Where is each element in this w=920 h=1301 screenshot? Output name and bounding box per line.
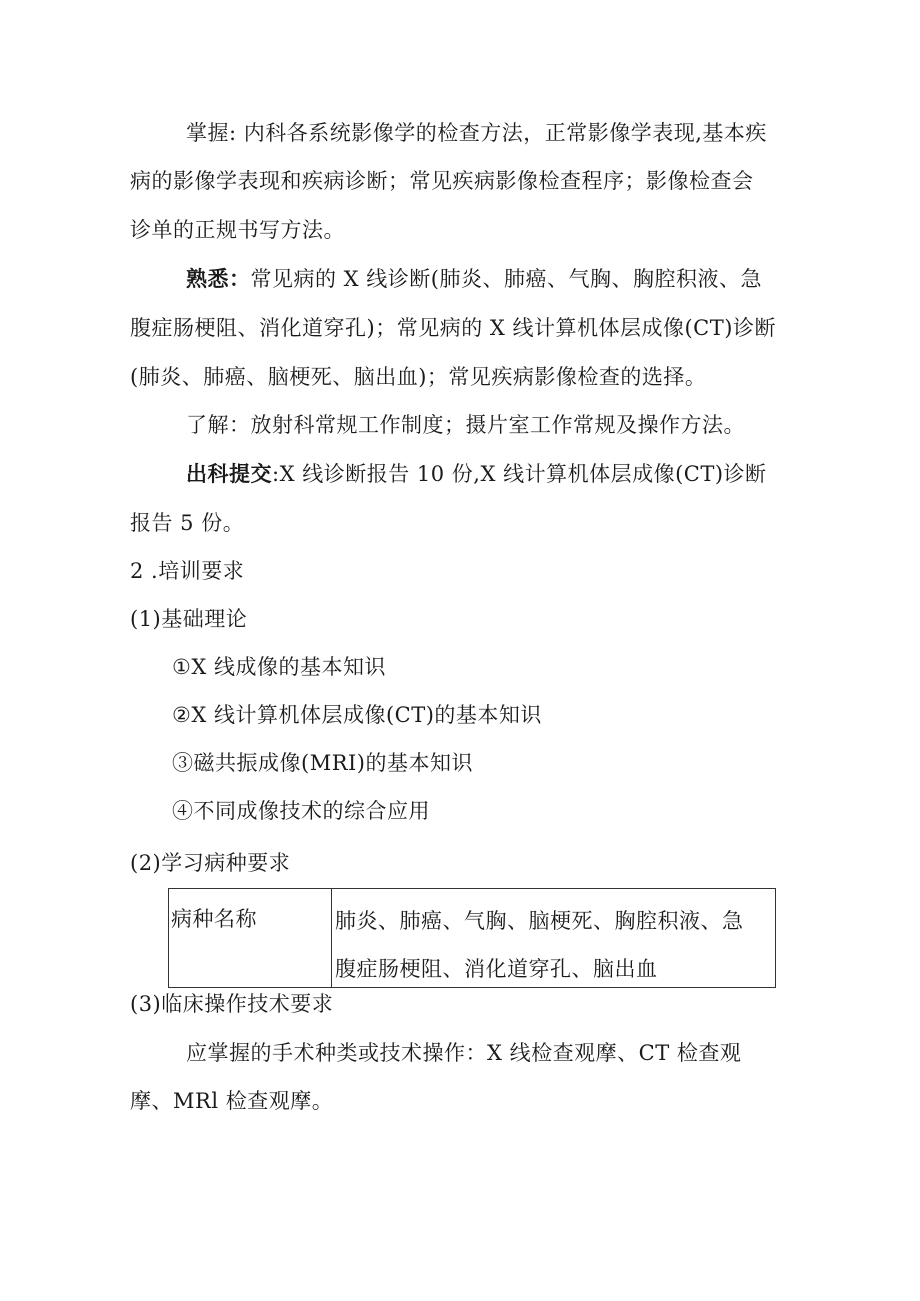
table-row — [169, 889, 776, 988]
theory-item-3: ③磁共振成像(MRI)的基本知识 — [172, 751, 473, 775]
master-line-2: 病的影像学表现和疾病诊断；常见疾病影像检查程序；影像检查会 — [130, 169, 754, 193]
clinical-heading: (3)临床操作技术要求 — [130, 992, 334, 1016]
master-line-3: 诊单的正规书写方法。 — [130, 218, 345, 242]
master-line-1 — [186, 119, 767, 147]
theory-item-1: ①X 线成像的基本知识 — [172, 655, 386, 679]
master-label: 掌握 — [186, 121, 229, 145]
disease-value-line-1: 肺炎、肺癌、气胸、脑梗死、胸腔积液、急 — [335, 909, 744, 933]
theory-item-4: ④不同成像技术的综合应用 — [172, 799, 430, 823]
familiar-line-1 — [186, 265, 762, 293]
understand-line-1: 了解：放射科常规工作制度；摄片室工作常规及操作方法。 — [186, 413, 745, 437]
disease-value-cell — [332, 889, 776, 988]
submit-line-1 — [186, 460, 767, 488]
submit-text-1: :X 线诊断报告 10 份,X 线计算机体层成像(CT)诊断 — [272, 462, 767, 486]
master-text-1: : 内科各系统影像学的检查方法，正常影像学表现,基本疾 — [229, 121, 767, 145]
clinical-line-1: 应掌握的手术种类或技术操作：X 线检查观摩、CT 检查观 — [186, 1041, 742, 1065]
familiar-line-3: (肺炎、肺癌、脑梗死、脑出血)；常见疾病影像检查的选择。 — [130, 365, 707, 389]
clinical-line-2: 摩、MRl 检查观摩。 — [130, 1089, 334, 1113]
familiar-line-2: 腹症肠梗阻、消化道穿孔)；常见病的 X 线计算机体层成像(CT)诊断 — [130, 316, 776, 340]
theory-item-2: ②X 线计算机体层成像(CT)的基本知识 — [172, 703, 542, 727]
disease-value-line-2: 腹症肠梗阻、消化道穿孔、脑出血 — [335, 957, 658, 981]
section-2-heading: 2 .培训要求 — [130, 559, 245, 583]
theory-heading: (1)基础理论 — [130, 607, 248, 631]
submit-line-2: 报告 5 份。 — [130, 511, 245, 535]
submit-label: 出科提交 — [186, 462, 272, 486]
familiar-label: 熟悉： — [186, 267, 251, 291]
familiar-text-1: 常见病的 X 线诊断(肺炎、肺癌、气胸、胸腔积液、急 — [250, 267, 762, 291]
disease-name-label: 病种名称 — [171, 907, 257, 931]
disease-name-cell — [169, 889, 332, 988]
disease-table — [168, 888, 776, 988]
diseases-heading: (2)学习病种要求 — [130, 851, 291, 875]
